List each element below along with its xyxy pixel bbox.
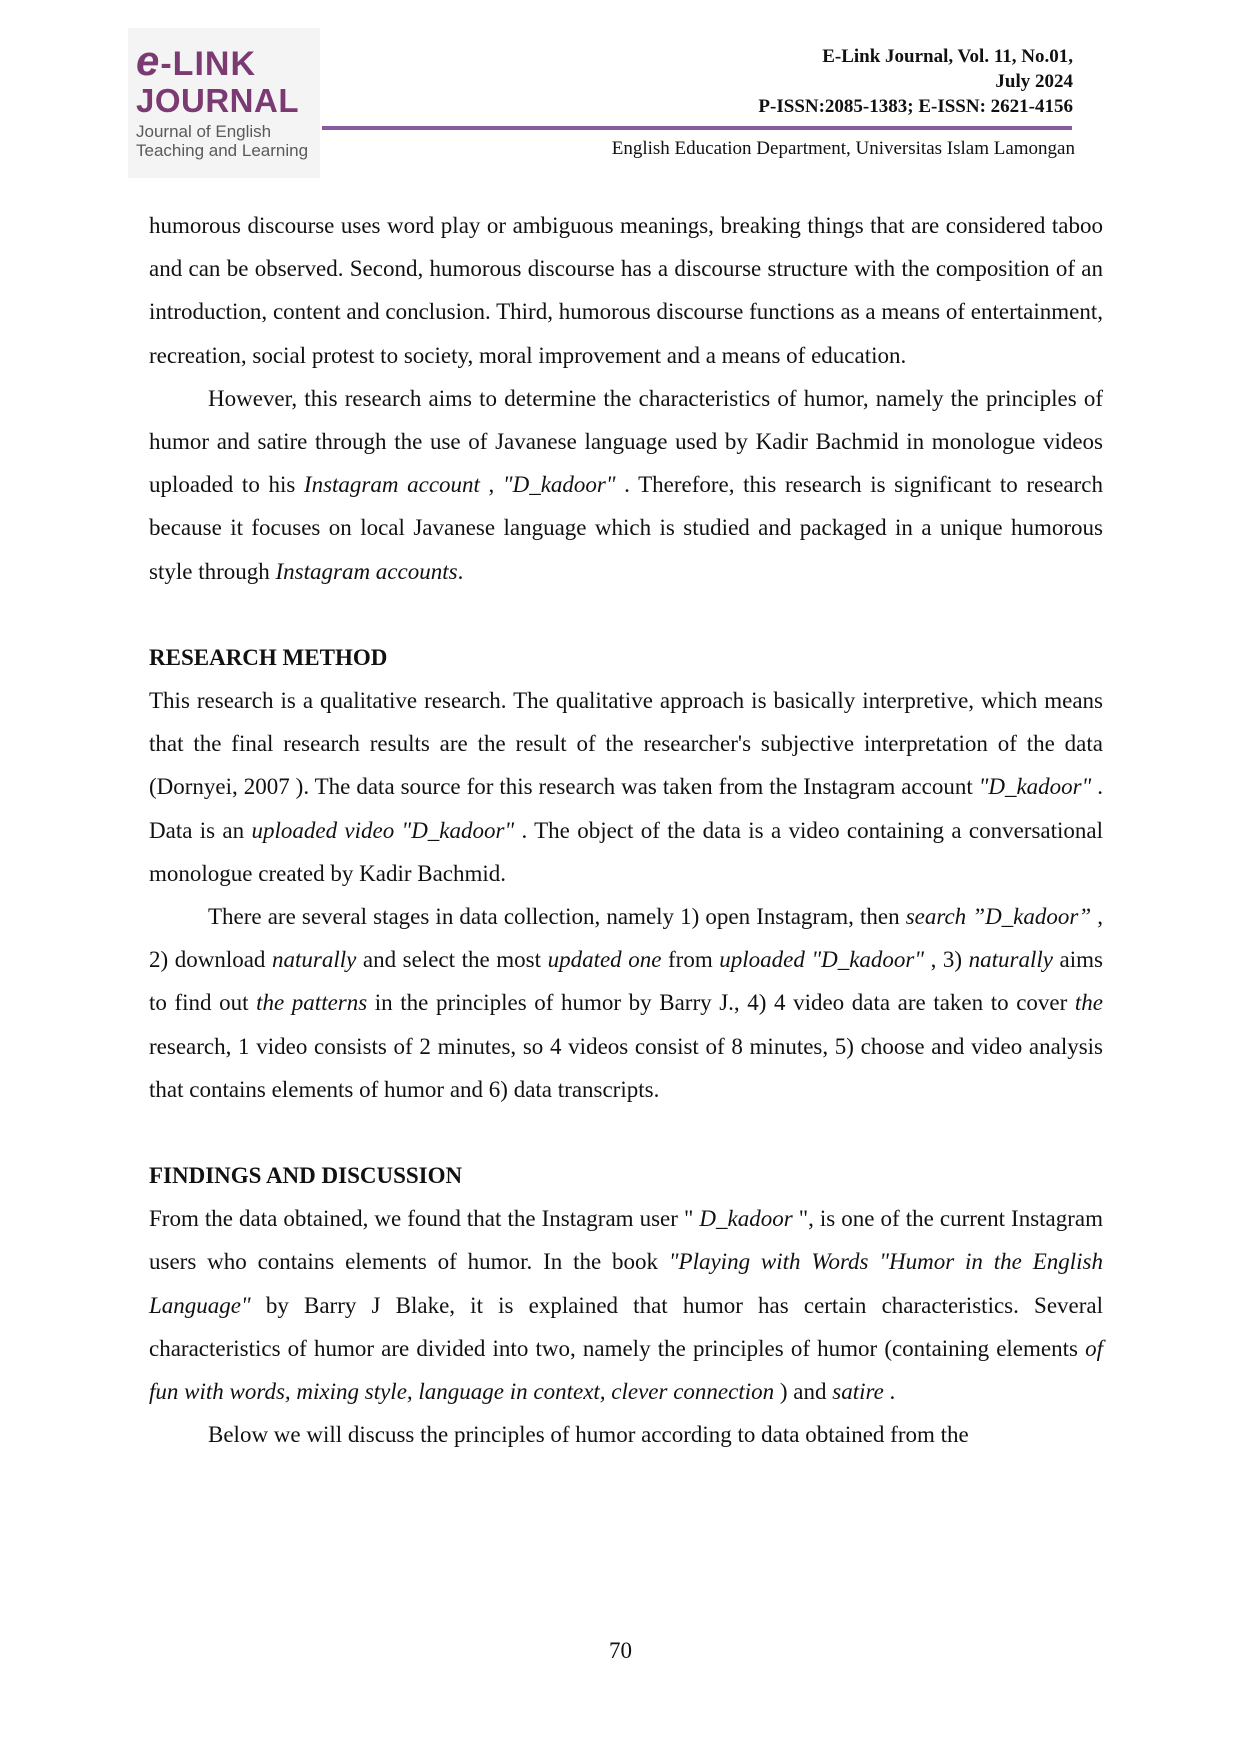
header-divider (322, 126, 1072, 130)
page-number: 70 (609, 1638, 632, 1663)
journal-volume: E-Link Journal, Vol. 11, No.01, (822, 46, 1073, 67)
logo-e-mark: e (136, 37, 161, 84)
journal-info (473, 44, 1073, 119)
paragraph-data-collection: There are several stages in data collection, namely 1) open Instagram, then search ”D_kadoor” , 2) download naturally and select the most updated one from uploaded "D_kadoor" , 3) naturally aims to find out the patterns in the principles of humor by Barry J., 4) 4 video data are taken to cover the research, 1 video consists of 2 minutes, so 4 videos consist of 8 minutes, 5) choose and video analysis that contains elements of humor and 6) data transcripts. (149, 904, 1103, 1102)
paragraph-method: This research is a qualitative research. The qualitative approach is basically interpretive, which means that the final research results are the result of the researcher's subjective interpretation of the data (Dornyei, 2007 ). The data source for this research was taken from the Instagram account "D_kadoor" . Data is an uploaded video "D_kadoor" . The object of the data is a video containing a conversational monologue created by Kadir Bachmid. (149, 688, 1104, 886)
department-line: English Education Department, Universitas Islam Lamongan (611, 138, 1075, 159)
paragraph-discussion-intro: Below we will discuss the principles of humor according to data obtained from the (208, 1422, 969, 1448)
paragraph-findings: From the data obtained, we found that the Instagram user " D_kadoor ", is one of the current Instagram users who contains elements of humor. In the book "Playing with Words "Humor in the English Language" by Barry J Blake, it is explained that humor has certain characteristics. Several characteristics of humor are divided into two, namely the principles of humor (containing elements of fun with words, mixing style, language in context, clever connection ) and satire . (149, 1206, 1103, 1405)
page-body (149, 204, 1103, 1456)
section-gap (149, 593, 1103, 636)
section-gap (149, 1111, 1103, 1154)
journal-issn: P-ISSN:2085-1383; E-ISSN: 2621-4156 (758, 96, 1073, 117)
journal-date: July 2024 (995, 71, 1073, 92)
paragraph-research-aim: However, this research aims to determine the characteristics of humor, namely the principles of humor and satire through the use of Javanese language used by Kadir Bachmid in monologue videos uploaded to his Instagram account , "D_kadoor" . Therefore, this research is significant to research because it focuses on local Javanese language which is studied and packaged in a unique humorous style through Instagram accounts. (149, 385, 1103, 584)
paragraph-continued: humorous discourse uses word play or ambiguous meanings, breaking things that are considered taboo and can be observed. Second, humorous discourse has a discourse structure with the composition of an introduction, content and conclusion. Third, humorous discourse functions as a means of entertainment, recreation, social protest to society, moral improvement and a means of education. (149, 213, 1103, 368)
logo-brand-line1: e-LINK (136, 37, 257, 84)
logo-brand-line2: JOURNAL (136, 82, 300, 119)
section-heading-findings: FINDINGS AND DISCUSSION (149, 1163, 463, 1189)
logo-subtitle: Journal of English Teaching and Learning (136, 122, 309, 160)
journal-logo (128, 28, 320, 178)
section-heading-method: RESEARCH METHOD (149, 644, 388, 670)
